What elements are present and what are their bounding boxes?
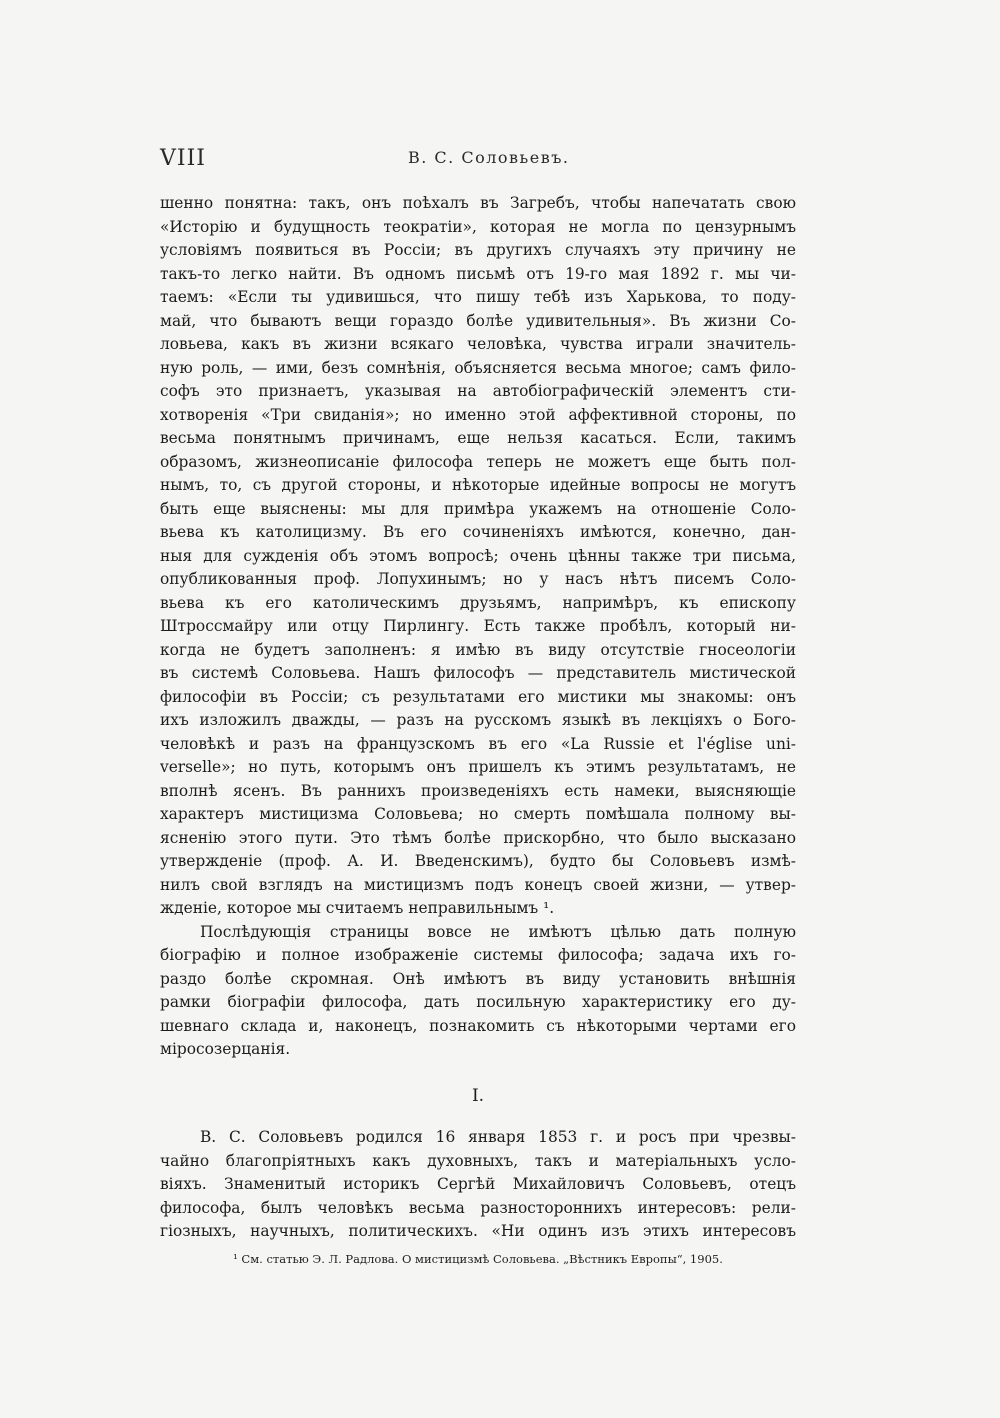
text-line: ясненію этого пути. Это тѣмъ болѣе прискорбно, что было высказано xyxy=(160,828,796,847)
text-line: нилъ свой взглядъ на мистицизмъ подъ конецъ своей жизни, — утвер- xyxy=(160,875,796,894)
text-line: віяхъ. Знаменитый историкъ Сергѣй Михайловичъ Соловьевъ, отецъ xyxy=(160,1175,796,1193)
paragraph-2 xyxy=(160,921,796,1062)
text-line: Штроссмайру или отцу Пирлингу. Есть также пробѣлъ, который ни- xyxy=(160,617,796,635)
text-line: таемъ: «Если ты удивишься, что пишу тебѣ изъ Харькова, то поду- xyxy=(160,288,796,306)
text-line: философіи въ Россіи; съ результатами его мистики мы знакомы: онъ xyxy=(160,687,796,706)
text-line: біографію и полное изображеніе системы философа; задача ихъ го- xyxy=(160,946,796,964)
text-line: вполнѣ ясенъ. Въ раннихъ произведеніяхъ есть намеки, выясняющіе xyxy=(160,781,796,800)
text-line: «Исторію и будущность теократіи», которая не могла по цензурнымъ xyxy=(160,217,796,236)
running-title: В. С. Соловьевъ. xyxy=(408,148,570,167)
text-line: въ системѣ Соловьева. Нашъ философъ — представитель мистической xyxy=(160,664,796,682)
text-line: характеръ мистицизма Соловьева; но смерть помѣшала полному вы- xyxy=(160,805,796,823)
text-line: шенно понятна: такъ, онъ поѣхалъ въ Загребъ, чтобы напечатать свою xyxy=(160,194,796,212)
text-line: философа, былъ человѣкъ весьма разностороннихъ интересовъ: рели- xyxy=(160,1198,796,1217)
text-line: утвержденіе (проф. А. И. Введенскимъ), будто бы Соловьевъ измѣ- xyxy=(160,852,796,870)
text-line: ную роль, — ими, безъ сомнѣнія, объясняется весьма многое; самъ фило- xyxy=(160,358,796,377)
paragraph-3 xyxy=(160,1126,796,1244)
text-line: міросозерцанія. xyxy=(160,1040,291,1058)
text-line: софъ это признаетъ, указывая на автобіографическій элементъ сти- xyxy=(160,382,796,400)
paragraph-1 xyxy=(160,192,796,921)
text-line: гіозныхъ, научныхъ, политическихъ. «Ни одинъ изъ этихъ интересовъ xyxy=(160,1222,796,1240)
text-line: когда не будетъ заполненъ: я имѣю въ виду отсутствіе гносеологіи xyxy=(160,640,796,659)
section-heading: I. xyxy=(471,1086,485,1106)
page-header xyxy=(160,146,800,176)
text-line: весьма понятнымъ причинамъ, еще нельзя касаться. Если, такимъ xyxy=(160,429,796,447)
text-line: условіямъ появиться въ Россіи; въ другихъ случаяхъ эту причину не xyxy=(160,241,796,259)
section-text xyxy=(160,1126,796,1244)
text-line: быть еще выяснены: мы для примѣра укажемъ на отношеніе Соло- xyxy=(160,499,796,518)
text-line: В. С. Соловьевъ родился 16 января 1853 г. и росъ при чрезвы- xyxy=(200,1128,796,1146)
text-line: verselle»; но путь, которымъ онъ пришелъ къ этимъ результатамъ, не xyxy=(160,758,796,776)
text-line: человѣкѣ и разъ на французскомъ въ его «La Russie et l'église uni- xyxy=(160,734,796,753)
text-line: раздо болѣе скромная. Онѣ имѣютъ въ виду установить внѣшнія xyxy=(160,969,796,988)
footnote: ¹ См. статью Э. Л. Радлова. О мистицизмѣ Соловьева. „Вѣстникъ Европы“, 1905. xyxy=(233,1252,723,1266)
text-line: нымъ, то, съ другой стороны, и нѣкоторые идейные вопросы не могутъ xyxy=(160,476,796,494)
text-line: чайно благопріятныхъ какъ духовныхъ, такъ и матеріальныхъ усло- xyxy=(160,1151,796,1170)
text-line: хотворенія «Три свиданія»; но именно этой аффективной стороны, по xyxy=(160,405,796,424)
main-text xyxy=(160,192,796,1062)
text-line: рамки біографіи философа, дать посильную характеристику его ду- xyxy=(160,993,796,1011)
text-line: ныя для сужденія объ этомъ вопросѣ; очень цѣнны также три письма, xyxy=(160,546,796,565)
page-number: VIII xyxy=(160,146,206,171)
text-line: шевнаго склада и, наконецъ, познакомить съ нѣкоторыми чертами его xyxy=(160,1016,796,1035)
text-line: вьева къ его католическимъ друзьямъ, напримѣръ, къ епископу xyxy=(160,593,796,612)
text-line: Послѣдующія страницы вовсе не имѣютъ цѣлью дать полную xyxy=(200,922,796,941)
text-line: жденіе, которое мы считаемъ неправильнымъ ¹. xyxy=(160,899,555,917)
text-line: опубликованныя проф. Лопухинымъ; но у насъ нѣтъ писемъ Соло- xyxy=(160,570,796,588)
text-line: ловьева, какъ въ жизни всякаго человѣка, чувства играли значитель- xyxy=(160,335,796,353)
text-line: ихъ изложилъ дважды, — разъ на русскомъ языкѣ въ лекціяхъ о Бого- xyxy=(160,711,796,729)
text-line: такъ-то легко найти. Въ одномъ письмѣ отъ 19-го мая 1892 г. мы чи- xyxy=(160,264,796,283)
text-line: май, что бываютъ вещи гораздо болѣе удивительныя». Въ жизни Со- xyxy=(160,311,796,330)
text-line: вьева къ католицизму. Въ его сочиненіяхъ имѣются, конечно, дан- xyxy=(160,523,796,541)
text-line: образомъ, жизнеописаніе философа теперь не можетъ еще быть пол- xyxy=(160,452,796,471)
